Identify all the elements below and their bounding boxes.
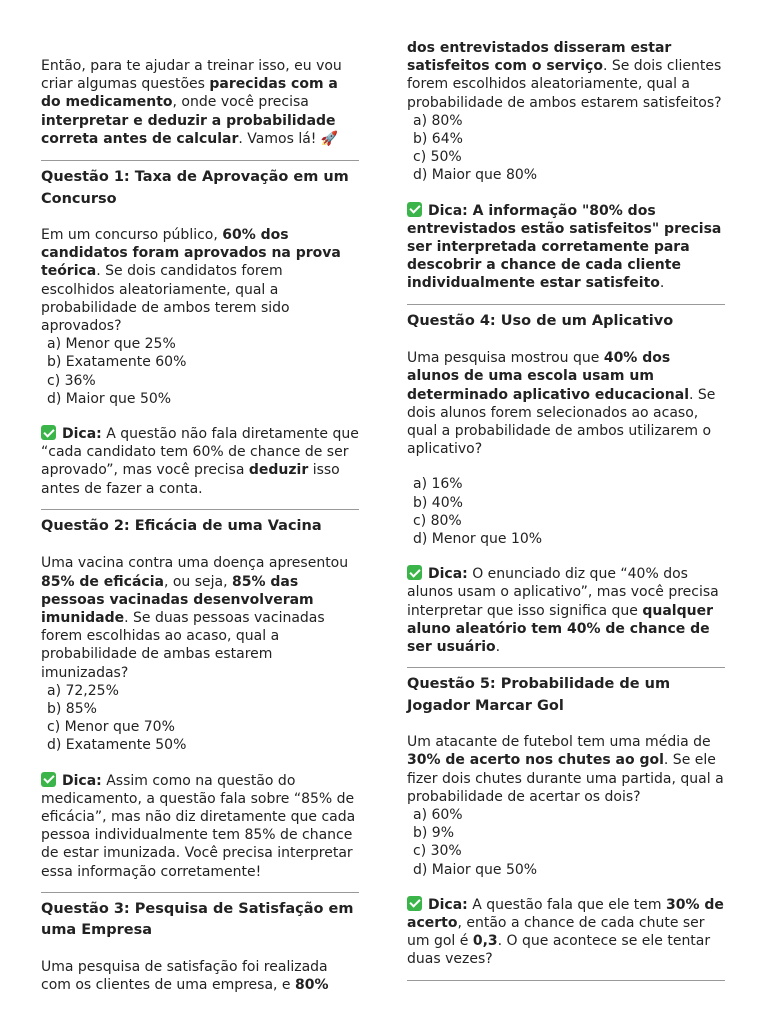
option-a: a) 16%: [413, 476, 463, 493]
option-c: c) 80%: [413, 512, 462, 529]
option-b: b) 9%: [413, 825, 455, 842]
check-icon: [407, 896, 422, 911]
option-a: a) 80%: [413, 112, 463, 129]
tip-bold: 30% de acerto: [407, 896, 724, 932]
option-b: b) 40%: [413, 494, 463, 511]
question-3-tip: [407, 202, 725, 293]
question-5-tip: [407, 896, 725, 969]
question-1-options: [41, 335, 359, 408]
option-c: c) 30%: [413, 843, 462, 860]
intro-bold: interpretar e deduzir a probabilidade correta antes de calcular: [41, 112, 336, 147]
intro-bold: parecidas com a do medicamento: [41, 76, 338, 111]
tip-text: Assim como na questão do medicamento, a questão fala sobre “85% de eficácia”, mas não diz diretamente que cada pessoa individualmente tem 85% de chance de estar imunizada. Você precisa interpretar essa informação corretamente!: [41, 772, 356, 880]
left-column: [41, 0, 359, 994]
tip-bold: deduzir: [248, 462, 309, 479]
option-d: d) Maior que 50%: [47, 390, 172, 407]
divider: [407, 980, 725, 981]
question-1-title: Questão 1: Taxa de Aprovação em um Concurso: [41, 169, 349, 207]
option-c: c) 36%: [47, 372, 96, 389]
divider: [41, 160, 359, 161]
option-b: b) 64%: [413, 131, 463, 148]
question-2-options: [41, 682, 359, 755]
tip-text: .: [495, 638, 501, 655]
question-4-tip: [407, 565, 725, 656]
question-2-statement: [41, 554, 359, 681]
tip-label: Dica:: [62, 426, 102, 443]
tip-text: .: [659, 275, 665, 292]
statement-text: Em um concurso público,: [41, 227, 223, 244]
question-3-statement-start: [41, 958, 359, 994]
statement-bold: 40% dos alunos de uma escola usam um determinado aplicativo educacional: [407, 350, 690, 403]
question-2-title: Questão 2: Eficácia de uma Vacina: [41, 517, 322, 534]
statement-bold: 80%: [295, 977, 329, 994]
tip-label: Dica:: [428, 896, 468, 913]
question-3-title: Questão 3: Pesquisa de Satisfação em uma Empresa: [41, 900, 354, 939]
question-4-options: [407, 475, 725, 548]
divider: [41, 509, 359, 510]
tip-text: , então a chance de cada chute ser um gol é: [407, 915, 705, 950]
option-a: a) 60%: [413, 807, 463, 823]
divider: [407, 667, 725, 668]
intro-text: Então, para te ajudar a treinar isso, eu vou criar algumas questões: [41, 58, 342, 93]
statement-text: . Se dois clientes forem escolhidos aleatoriamente, qual a probabilidade de ambos estarem satisfeitos?: [407, 58, 722, 111]
tip-label: Dica:: [428, 566, 468, 583]
tip-text: A questão fala que ele tem: [467, 896, 667, 913]
intro-text: , onde você precisa: [172, 94, 309, 111]
tip-bold: 0,3: [472, 933, 498, 950]
question-1-statement: [41, 226, 359, 335]
question-4-title: Questão 4: Uso de um Aplicativo: [407, 312, 674, 329]
option-b: b) Exatamente 60%: [47, 354, 187, 371]
statement-bold: 85% das pessoas vacinadas desenvolveram imunidade: [41, 573, 314, 626]
intro-text: . Vamos lá!: [238, 130, 321, 147]
question-5-options: [407, 806, 725, 879]
statement-text: Uma pesquisa mostrou que: [407, 350, 604, 367]
statement-text: , ou seja,: [163, 573, 233, 590]
tip-text: A questão não fala diretamente que “cada candidato tem 60% de chance de ser aprovado”, mas você precisa: [41, 426, 359, 479]
question-3-statement-continued: [407, 39, 725, 112]
tip-text: . O que acontece se ele tentar duas vezes?: [407, 933, 711, 968]
divider: [407, 304, 725, 305]
option-c: c) 50%: [413, 149, 462, 166]
question-5-title: Questão 5: Probabilidade de um Jogador Marcar Gol: [407, 676, 671, 714]
statement-bold: dos entrevistados disseram estar satisfeitos com o serviço: [407, 40, 672, 75]
question-3-options: [407, 112, 725, 185]
option-d: d) Exatamente 50%: [47, 737, 187, 754]
tip-text: isso antes de fazer a conta.: [41, 462, 340, 497]
statement-text: Uma pesquisa de satisfação foi realizada com os clientes de uma empresa, e: [41, 958, 328, 994]
option-a: a) Menor que 25%: [47, 336, 176, 353]
option-d: d) Maior que 80%: [413, 167, 538, 184]
option-b: b) 85%: [47, 700, 97, 717]
statement-bold: 85% de eficácia: [41, 573, 164, 590]
intro-paragraph: [41, 57, 359, 148]
tip-bold: qualquer aluno aleatório tem 40% de chance de ser usuário: [407, 602, 713, 655]
question-2-tip: [41, 772, 359, 881]
statement-bold: 30% de acerto nos chutes ao gol: [407, 752, 664, 769]
rocket-icon: 🚀: [320, 130, 339, 147]
tip-text: O enunciado diz que “40% dos alunos usam o aplicativo”, mas você precisa interpretar que isso significa que: [407, 566, 719, 619]
option-d: d) Menor que 10%: [413, 530, 543, 547]
statement-text: . Se dois alunos forem selecionados ao acaso, qual a probabilidade de ambos utilizarem o aplicativo?: [407, 386, 716, 458]
tip-bold: A informação "80% dos entrevistados estão satisfeitos" precisa ser interpretada corretamente para descobrir a chance de cada cliente individualmente estar satisfeito: [407, 202, 722, 292]
statement-text: . Se dois candidatos forem escolhidos aleatoriamente, qual a probabilidade de ambos terem sido aprovados?: [41, 263, 290, 335]
divider: [41, 892, 359, 893]
check-icon: [41, 425, 56, 440]
question-1-tip: [41, 425, 359, 498]
question-5-statement: [407, 733, 725, 806]
statement-text: Uma vacina contra uma doença apresentou: [41, 555, 349, 572]
option-d: d) Maior que 50%: [413, 861, 538, 878]
option-c: c) Menor que 70%: [47, 719, 175, 736]
statement-text: . Se ele fizer dois chutes durante uma partida, qual a probabilidade de acertar os dois?: [407, 752, 724, 805]
statement-text: . Se duas pessoas vacinadas forem escolhidas ao acaso, qual a probabilidade de ambas estarem imunizadas?: [41, 609, 325, 681]
tip-label: Dica:: [62, 772, 102, 789]
statement-bold: 60% dos candidatos foram aprovados na prova teórica: [41, 227, 341, 280]
check-icon: [41, 772, 56, 787]
option-a: a) 72,25%: [47, 682, 119, 699]
question-4-statement: [407, 349, 725, 458]
check-icon: [407, 202, 422, 217]
right-column: [407, 0, 725, 981]
check-icon: [407, 565, 422, 580]
tip-label: Dica:: [428, 202, 468, 219]
statement-text: Um atacante de futebol tem uma média de: [407, 734, 711, 751]
